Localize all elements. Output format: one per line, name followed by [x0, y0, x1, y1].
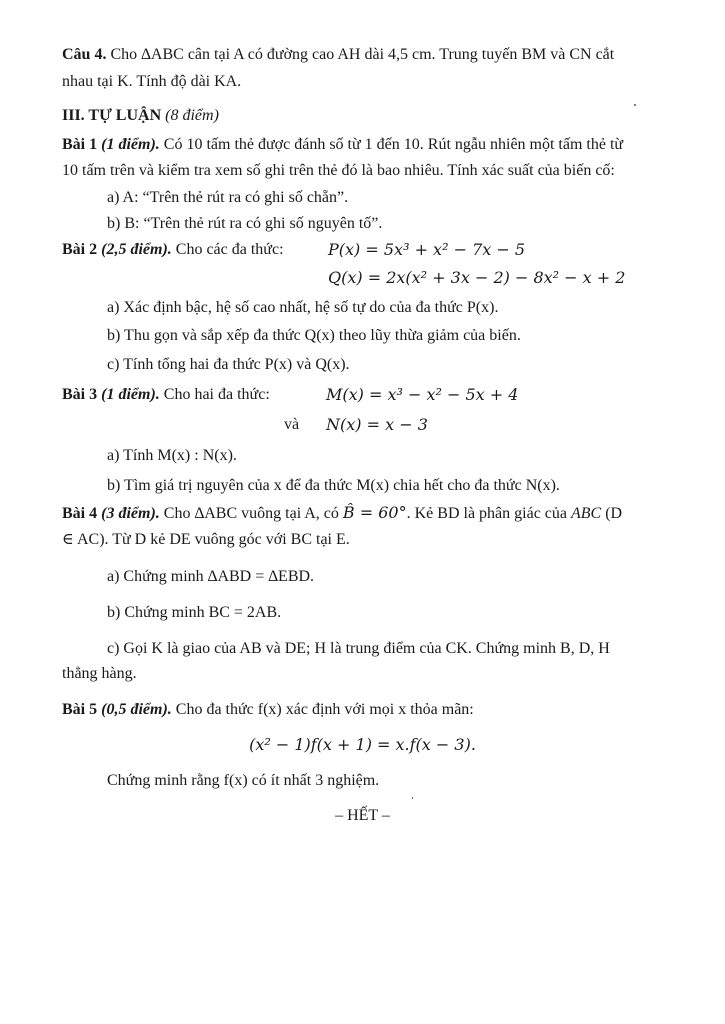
polynomial-P-lhs: P(x) =: [328, 240, 384, 259]
bai-4-label: Bài 4: [62, 505, 98, 522]
bai-2-label: Bài 2: [62, 241, 98, 258]
bai-4-text-2: . Kẻ BD là phân giác của: [406, 505, 571, 522]
polynomial-M: M(x) = x³ − x² − 5x + 4: [326, 385, 519, 404]
bai-2-part-a: a) Xác định bậc, hệ số cao nhất, hệ số tự do của đa thức P(x).: [107, 299, 499, 316]
end-marker: – HẾT –: [335, 807, 390, 824]
bai-3-intro: Cho hai đa thức:: [159, 386, 270, 403]
bai-1-part-a: a) A: “Trên thẻ rút ra có ghi số chẵn”.: [107, 189, 349, 206]
bai-4-angle-abc: ABC: [571, 505, 602, 522]
polynomial-N: N(x) = x − 3: [326, 415, 428, 434]
section-3-heading: [62, 106, 219, 126]
bai-4-points: (3 điểm).: [97, 505, 160, 522]
bai-3-points: (1 điểm).: [97, 386, 160, 403]
bai-5-points: (0,5 điểm).: [97, 701, 172, 718]
bai-3-and: và: [284, 416, 300, 433]
bai-3-line-1: [62, 385, 270, 405]
bai-1-points: (1 điểm).: [97, 136, 160, 153]
scan-speck: [634, 104, 636, 106]
bai-2-intro: Cho các đa thức:: [171, 241, 284, 258]
section-3-points: (8 điểm): [161, 107, 219, 124]
bai-1-label: Bài 1: [62, 136, 98, 153]
bai-2-part-b: b) Thu gọn và sắp xếp đa thức Q(x) theo lũy thừa giảm của biến.: [107, 327, 521, 344]
bai-4-line-1: [62, 503, 622, 524]
bai-4-part-a: a) Chứng minh ∆ABD = ∆EBD.: [107, 568, 315, 585]
question-4-line-1: [62, 45, 614, 65]
question-4-text: Cho ∆ABC cân tại A có đường cao AH dài 4,5 cm. Trung tuyến BM và CN cắt: [106, 46, 615, 63]
bai-3-label: Bài 3: [62, 386, 98, 403]
bai-4-part-c-line-2: thẳng hàng.: [62, 665, 137, 682]
bai-4-text-1: Cho ∆ABC vuông tại A, có: [159, 505, 343, 522]
bai-1-line-2: 10 tấm trên và kiểm tra xem số ghi trên thẻ đó là bao nhiêu. Tính xác suất của biến cố:: [62, 162, 615, 179]
bai-5-intro: Cho đa thức f(x) xác định với mọi x thỏa mãn:: [171, 701, 474, 718]
polynomial-Q-rhs: 2x(x² + 3x − 2) − 8x² − x + 2: [386, 268, 626, 287]
bai-2-points: (2,5 điểm).: [97, 241, 172, 258]
polynomial-Q-lhs: Q(x) =: [328, 268, 387, 287]
polynomial-Q: [328, 268, 625, 288]
bai-5-label: Bài 5: [62, 701, 98, 718]
scan-speck-2: [412, 797, 413, 799]
question-4-label: Câu 4.: [62, 46, 107, 63]
polynomial-P-rhs: 5x³ + x² − 7x − 5: [383, 240, 526, 259]
bai-4-line-2: ∈ AC). Từ D kẻ DE vuông góc với BC tại E.: [62, 531, 350, 548]
bai-4-angle: B̂ = 60°: [342, 503, 407, 522]
bai-5-prove: Chứng minh rằng f(x) có ít nhất 3 nghiệm.: [107, 772, 380, 789]
bai-5-line-1: [62, 700, 474, 720]
bai-4-part-c-line-1: c) Gọi K là giao của AB và DE; H là trung điểm của CK. Chứng minh B, D, H: [107, 640, 610, 657]
bai-5-equation: (x² − 1)f(x + 1) = x.f(x − 3).: [249, 735, 476, 754]
polynomial-P: [328, 240, 525, 260]
bai-1-line-1: [62, 135, 623, 155]
question-4-line-2: nhau tại K. Tính độ dài KA.: [62, 73, 242, 90]
bai-4-part-b: b) Chứng minh BC = 2AB.: [107, 604, 282, 621]
bai-1-text: Có 10 tấm thẻ được đánh số từ 1 đến 10. Rút ngẫu nhiên một tấm thẻ từ: [159, 136, 624, 153]
bai-3-part-b: b) Tìm giá trị nguyên của x để đa thức M(x) chia hết cho đa thức N(x).: [107, 477, 560, 494]
section-3-title: III. TỰ LUẬN: [62, 107, 162, 124]
bai-2-line-1: [62, 240, 284, 260]
bai-2-part-c: c) Tính tổng hai đa thức P(x) và Q(x).: [107, 356, 350, 373]
bai-1-part-b: b) B: “Trên thẻ rút ra có ghi số nguyên tố”.: [107, 215, 383, 232]
bai-4-text-3: (D: [601, 505, 623, 522]
bai-3-part-a: a) Tính M(x) : N(x).: [107, 447, 237, 464]
